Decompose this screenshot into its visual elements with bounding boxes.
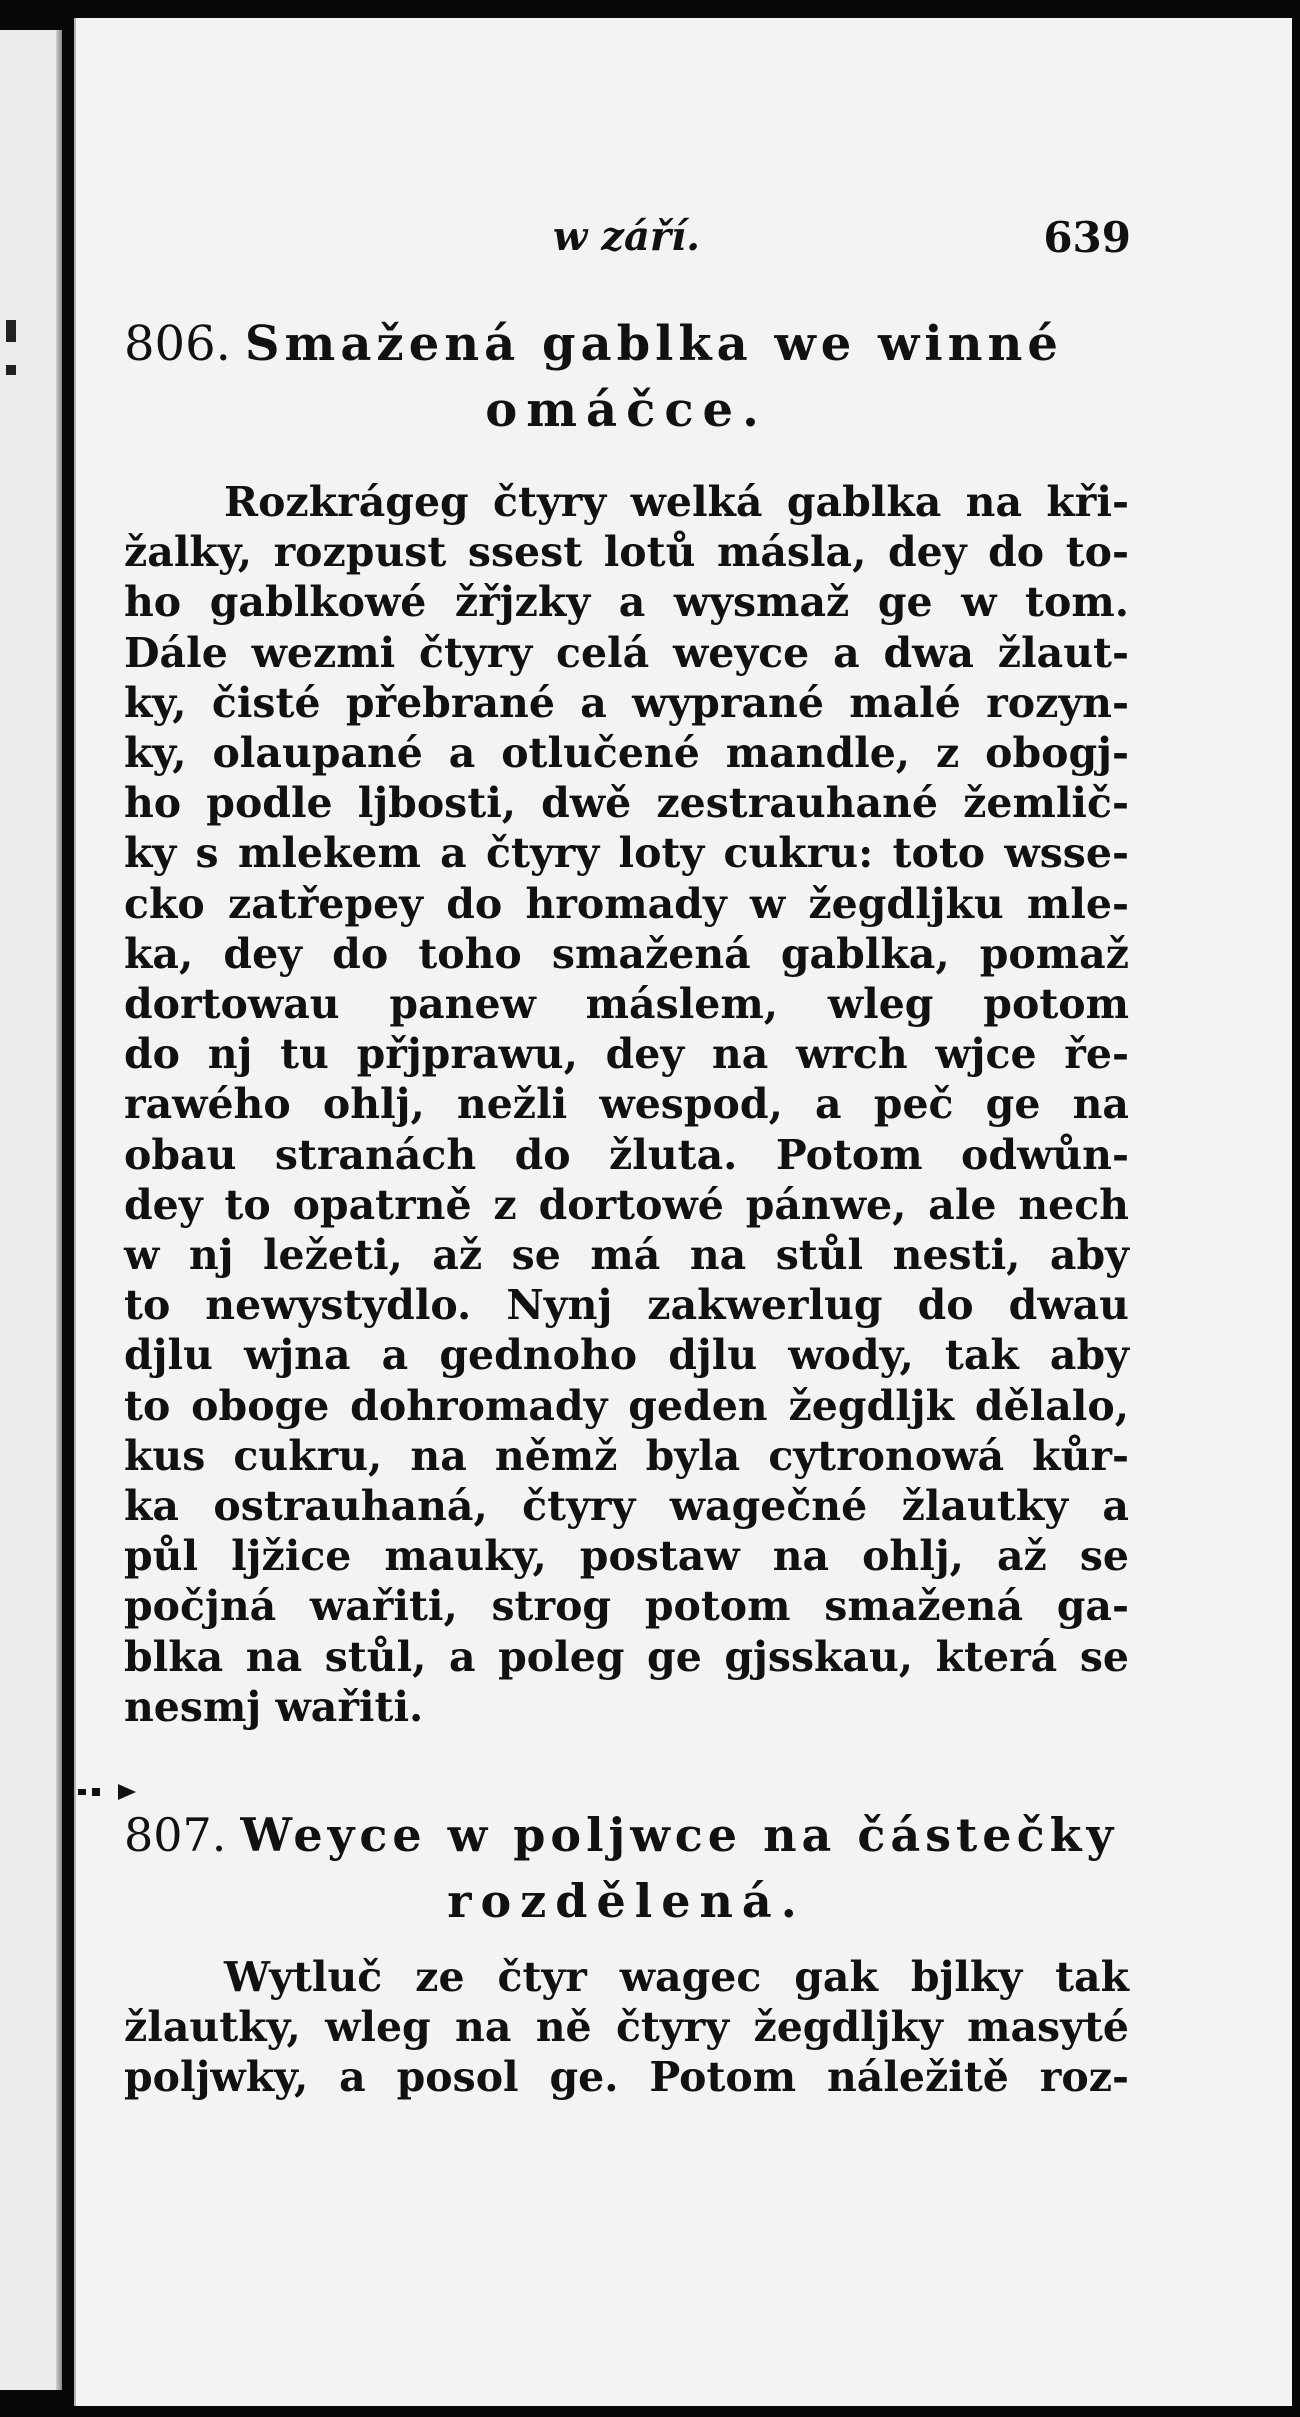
text-line: obau stranách do žluta. Potom odwůn-	[124, 1130, 1129, 1179]
text-line: ka ostrauhaná, čtyry wagečné žlautky a	[124, 1482, 1129, 1531]
text-line: žlautky, wleg na ně čtyry žegdljky masyté	[124, 2003, 1129, 2052]
running-title: w září.	[552, 213, 701, 260]
text-line: ho gablkowé žřjzky a wysmaž ge w tom.	[124, 578, 1129, 627]
text-line: kus cukru, na němž byla cytronowá kůr-	[124, 1431, 1129, 1480]
text-line: Wytluč ze čtyr wagec gak bjlky tak	[224, 1953, 1129, 2002]
text-line: dortowau panew máslem, wleg potom	[124, 980, 1129, 1029]
recipe-text	[124, 1952, 1129, 2103]
recipe-number: 806.	[124, 316, 231, 372]
text-line: dey to opatrně z dortowé pánwe, ale nech	[124, 1180, 1129, 1229]
text-line: do nj tu přjprawu, dey na wrch wjce ře-	[124, 1030, 1129, 1079]
text-line: ka, dey do toho smažená gablka, pomaž	[124, 929, 1129, 978]
recipe-806	[124, 311, 1129, 1732]
recipe-title: Smažená gablka we winné	[244, 316, 1063, 372]
text-line: Dále wezmi čtyry celá weyce a dwa žlaut-	[124, 628, 1129, 677]
text-line: to oboge dohromady geden žegdljk dělalo,	[124, 1381, 1129, 1430]
text-line: ky s mlekem a čtyry loty cukru: toto wsse-	[124, 829, 1129, 878]
text-line: rawého ohlj, nežli wespod, a peč ge na	[124, 1080, 1129, 1129]
page-gutter-shadow	[56, 30, 62, 2390]
book-page	[74, 18, 1292, 2406]
page-number: 639	[1043, 213, 1131, 262]
text-line: nesmj wařiti.	[124, 1682, 424, 1731]
section-gap	[124, 1732, 1129, 1802]
recipe-title: Weyce w poljwce na částečky	[240, 1808, 1119, 1863]
recipe-title-continued: rozdělená.	[447, 1874, 806, 1929]
text-line: poljwky, a posol ge. Potom náležitě roz-	[124, 2053, 1129, 2102]
recipe-number: 807.	[124, 1808, 227, 1863]
text-line: Rozkrágeg čtyry welká gablka na kři-	[224, 478, 1129, 526]
text-line: w nj ležeti, až se má na stůl nesti, aby	[124, 1231, 1129, 1280]
text-line: ky, olaupané a otlučené mandle, z obogj-	[124, 729, 1129, 778]
text-line: cko zatřepey do hromady w žegdljku mle-	[124, 879, 1129, 928]
text-line: blka na stůl, a poleg ge gjsskau, která se	[124, 1632, 1129, 1681]
text-line: to newystydlo. Nynj zakwerlug do dwau	[124, 1281, 1129, 1330]
adjacent-page-mark	[6, 365, 16, 375]
adjacent-page-mark	[6, 320, 16, 342]
recipe-title-continued: omáčce.	[485, 382, 768, 438]
text-line: žalky, rozpust ssest lotů másla, dey do to-	[124, 528, 1129, 577]
recipe-807	[124, 1802, 1129, 2103]
text-line: půl ljžice mauky, postaw na ohlj, až se	[124, 1532, 1129, 1581]
text-line: ky, čisté přebrané a wyprané malé rozyn-	[124, 678, 1129, 727]
adjacent-page-edge	[0, 30, 62, 2390]
recipe-heading	[124, 1802, 1129, 1934]
text-line: ho podle ljbosti, dwě zestrauhané žemlič-	[124, 779, 1129, 828]
recipe-heading	[124, 311, 1129, 443]
text-line: počjná wařiti, strog potom smažená ga-	[124, 1582, 1129, 1631]
recipe-text	[124, 477, 1129, 1732]
text-block	[124, 213, 1129, 2103]
text-line: djlu wjna a gednoho djlu wody, tak aby	[124, 1331, 1129, 1380]
running-header	[124, 213, 1129, 283]
